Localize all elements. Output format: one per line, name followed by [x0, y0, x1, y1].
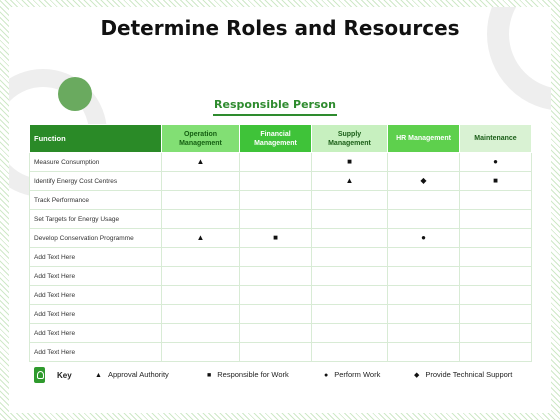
cell-hr [388, 172, 460, 191]
cell-financial [240, 267, 312, 286]
cell-operation [162, 267, 240, 286]
cell-maintenance [460, 343, 532, 362]
decorative-dot [58, 77, 92, 111]
cell-supply [312, 343, 388, 362]
slide-content [9, 7, 551, 413]
cell-maintenance [460, 172, 532, 191]
header-label: Supply Management [328, 130, 371, 147]
triangle-icon: ▲ [95, 372, 102, 379]
triangle-icon: ▲ [196, 157, 205, 166]
square-icon: ■ [207, 372, 212, 379]
cell-maintenance [460, 210, 532, 229]
cell-operation [162, 343, 240, 362]
function-cell: Add Text Here [30, 343, 162, 362]
key-lock-icon [34, 367, 45, 383]
cell-supply [312, 191, 388, 210]
cell-operation [162, 324, 240, 343]
function-cell: Add Text Here [30, 267, 162, 286]
table-row [30, 153, 532, 172]
header-label: Operation Management [179, 130, 222, 147]
function-cell: Add Text Here [30, 305, 162, 324]
cell-supply [312, 172, 388, 191]
cell-hr [388, 267, 460, 286]
table-row [30, 267, 532, 286]
header-label: Financial Management [254, 130, 297, 147]
table-row [30, 248, 532, 267]
table-row [30, 191, 532, 210]
key-item-label: Provide Technical Support [425, 370, 513, 379]
cell-maintenance [460, 229, 532, 248]
cell-operation [162, 229, 240, 248]
cell-supply [312, 305, 388, 324]
table-row [30, 210, 532, 229]
table-body [30, 153, 532, 362]
cell-operation [162, 305, 240, 324]
cell-financial [240, 343, 312, 362]
key-item-provide-technical-support [414, 370, 512, 380]
cell-operation [162, 210, 240, 229]
function-cell: Measure Consumption [30, 153, 162, 172]
table-header-row [30, 125, 532, 153]
header-financial-management [240, 125, 312, 153]
cell-financial [240, 324, 312, 343]
cell-maintenance [460, 286, 532, 305]
function-cell: Add Text Here [30, 324, 162, 343]
cell-financial [240, 229, 312, 248]
cell-maintenance [460, 324, 532, 343]
cell-operation [162, 172, 240, 191]
table-row [30, 343, 532, 362]
cell-hr [388, 153, 460, 172]
cell-financial [240, 286, 312, 305]
key-item-approval-authority [95, 370, 169, 380]
diamond-icon: ◆ [414, 372, 420, 379]
square-icon: ■ [493, 176, 498, 185]
function-cell: Identify Energy Cost Centres [30, 172, 162, 191]
cell-hr [388, 286, 460, 305]
key-item-responsible-for-work [207, 370, 289, 380]
function-cell: Track Performance [30, 191, 162, 210]
table-row [30, 172, 532, 191]
cell-operation [162, 248, 240, 267]
roles-table [29, 124, 532, 362]
circle-icon: ● [493, 157, 498, 166]
cell-supply [312, 153, 388, 172]
diamond-icon: ◆ [420, 176, 427, 185]
cell-supply [312, 248, 388, 267]
header-hr-management: HR Management [388, 125, 460, 153]
section-subtitle: Responsible Person [213, 98, 337, 116]
circle-icon: ● [421, 233, 426, 242]
function-cell: Add Text Here [30, 248, 162, 267]
cell-supply [312, 286, 388, 305]
cell-financial [240, 172, 312, 191]
triangle-icon: ▲ [196, 233, 205, 242]
triangle-icon: ▲ [345, 176, 354, 185]
cell-supply [312, 324, 388, 343]
header-maintenance: Maintenance [460, 125, 532, 153]
cell-financial [240, 248, 312, 267]
cell-maintenance [460, 267, 532, 286]
square-icon: ■ [273, 233, 278, 242]
key-item-perform-work [324, 370, 380, 380]
cell-maintenance [460, 248, 532, 267]
table-row [30, 305, 532, 324]
cell-maintenance [460, 153, 532, 172]
key-item-label: Responsible for Work [217, 370, 289, 379]
circle-icon: ● [324, 372, 329, 379]
cell-supply [312, 267, 388, 286]
cell-operation [162, 153, 240, 172]
cell-maintenance [460, 305, 532, 324]
cell-hr [388, 229, 460, 248]
cell-hr [388, 191, 460, 210]
cell-supply [312, 210, 388, 229]
cell-hr [388, 248, 460, 267]
cell-operation [162, 191, 240, 210]
key-item-label: Approval Authority [107, 370, 169, 379]
table-row [30, 324, 532, 343]
function-cell: Set Targets for Energy Usage [30, 210, 162, 229]
cell-supply [312, 229, 388, 248]
cell-financial [240, 210, 312, 229]
cell-hr [388, 210, 460, 229]
cell-hr [388, 343, 460, 362]
cell-operation [162, 286, 240, 305]
table-row [30, 229, 532, 248]
cell-financial [240, 153, 312, 172]
cell-financial [240, 305, 312, 324]
header-operation-management [162, 125, 240, 153]
function-cell: Develop Conservation Programme [30, 229, 162, 248]
key-item-label: Perform Work [334, 370, 381, 379]
function-cell: Add Text Here [30, 286, 162, 305]
square-icon: ■ [347, 157, 352, 166]
header-supply-management [312, 125, 388, 153]
key-label: Key [57, 371, 72, 380]
slide-title: Determine Roles and Resources [100, 16, 460, 40]
cell-financial [240, 191, 312, 210]
key-legend [33, 366, 543, 386]
table-row [30, 286, 532, 305]
header-function: Function [30, 125, 162, 153]
cell-maintenance [460, 191, 532, 210]
cell-hr [388, 324, 460, 343]
cell-hr [388, 305, 460, 324]
